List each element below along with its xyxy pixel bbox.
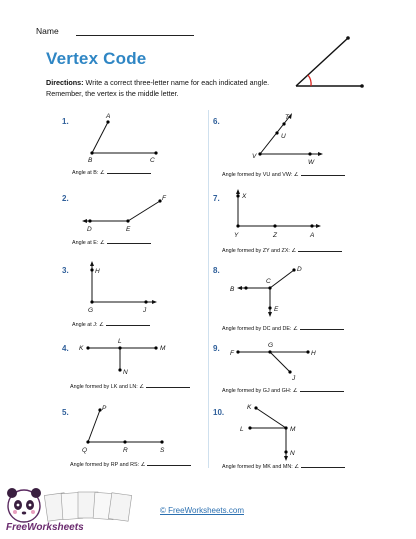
example-angle-figure bbox=[290, 30, 370, 100]
problem-5-caption bbox=[70, 462, 191, 468]
problem-6-caption bbox=[222, 172, 345, 178]
caption-text: Angle at B: ∠ bbox=[72, 170, 105, 176]
caption-text: Angle formed by RP and RS: ∠ bbox=[70, 462, 146, 468]
problem-4-number: 4. bbox=[62, 344, 69, 353]
problem-5-figure bbox=[78, 400, 178, 458]
answer-line[interactable] bbox=[301, 467, 345, 468]
caption-text: Angle formed by VU and VW: ∠ bbox=[222, 172, 299, 178]
problem-2-number: 2. bbox=[62, 194, 69, 203]
panda-mascot-icon bbox=[7, 488, 41, 522]
point-label: M bbox=[290, 426, 296, 433]
point-label: L bbox=[118, 338, 122, 345]
answer-line[interactable] bbox=[146, 387, 190, 388]
point-label: C bbox=[150, 157, 155, 164]
problem-5-number: 5. bbox=[62, 408, 69, 417]
problem-7-figure bbox=[228, 186, 328, 242]
point-label: E bbox=[126, 226, 131, 233]
problem-10-figure bbox=[234, 400, 314, 462]
point-label: X bbox=[242, 193, 247, 200]
problem-4-figure bbox=[78, 336, 170, 380]
answer-line[interactable] bbox=[298, 251, 342, 252]
problem-1-number: 1. bbox=[62, 117, 69, 126]
point-label: H bbox=[311, 350, 316, 357]
answer-line[interactable] bbox=[300, 329, 344, 330]
name-label: Name bbox=[36, 26, 59, 36]
problem-10-caption bbox=[222, 464, 345, 470]
point-label: S bbox=[160, 447, 165, 454]
problem-1-figure bbox=[80, 108, 170, 166]
point-label: A bbox=[310, 232, 315, 239]
point-label: M bbox=[160, 345, 166, 352]
answer-line[interactable] bbox=[147, 465, 191, 466]
problem-1-caption bbox=[72, 170, 151, 176]
point-label: P bbox=[102, 405, 107, 412]
problem-6-number: 6. bbox=[213, 117, 220, 126]
problem-7-caption bbox=[222, 248, 342, 254]
point-label: K bbox=[247, 404, 252, 411]
caption-text: Angle formed by ZY and ZX: ∠ bbox=[222, 248, 297, 254]
point-label: G bbox=[268, 342, 274, 349]
logo-wordmark: FreeWorksheets bbox=[6, 522, 84, 533]
point-label: K bbox=[79, 345, 84, 352]
point-label: C bbox=[266, 278, 271, 285]
problem-3-figure bbox=[80, 258, 165, 318]
point-label: G bbox=[88, 307, 94, 314]
point-label: Y bbox=[234, 232, 239, 239]
worksheet-stack-icon bbox=[44, 492, 131, 521]
caption-text: Angle formed by GJ and GH: ∠ bbox=[222, 388, 298, 394]
point-label: N bbox=[123, 369, 128, 376]
point-label: A bbox=[106, 113, 111, 120]
point-label: B bbox=[88, 157, 93, 164]
answer-line[interactable] bbox=[107, 173, 151, 174]
problem-7-number: 7. bbox=[213, 194, 220, 203]
problem-9-caption bbox=[222, 388, 344, 394]
point-label: J bbox=[143, 307, 147, 314]
problem-2-figure bbox=[80, 188, 175, 236]
answer-line[interactable] bbox=[301, 175, 345, 176]
name-field-line bbox=[76, 35, 194, 36]
problem-10-number: 10. bbox=[213, 408, 225, 417]
point-label: B bbox=[230, 286, 235, 293]
problem-9-number: 9. bbox=[213, 344, 220, 353]
caption-text: Angle at E: ∠ bbox=[72, 240, 105, 246]
point-label: J bbox=[292, 375, 296, 382]
point-label: F bbox=[162, 195, 166, 202]
column-divider bbox=[208, 110, 209, 468]
problem-8-figure bbox=[226, 260, 316, 322]
worksheet-title: Vertex Code bbox=[46, 49, 147, 68]
point-label: E bbox=[274, 306, 279, 313]
problem-4-caption bbox=[70, 384, 190, 390]
problem-3-number: 3. bbox=[62, 266, 69, 275]
point-label: W bbox=[308, 159, 315, 166]
point-label: Q bbox=[82, 447, 88, 454]
answer-line[interactable] bbox=[107, 243, 151, 244]
answer-line[interactable] bbox=[106, 325, 150, 326]
caption-text: Angle formed by LK and LN: ∠ bbox=[70, 384, 145, 390]
point-label: T bbox=[285, 114, 289, 121]
directions-text: Write a correct three-letter name for each indicated angle. Remember, the vertex is the middle letter. bbox=[46, 78, 270, 98]
angle-mark bbox=[308, 75, 311, 86]
point-label: D bbox=[297, 266, 302, 273]
copyright-link[interactable]: © FreeWorksheets.com bbox=[160, 506, 244, 515]
point-label: N bbox=[290, 450, 295, 457]
problem-3-caption bbox=[72, 322, 150, 328]
caption-text: Angle formed by MK and MN: ∠ bbox=[222, 464, 300, 470]
point-label: L bbox=[240, 426, 244, 433]
point-label: F bbox=[230, 350, 234, 357]
answer-line[interactable] bbox=[300, 391, 344, 392]
point-label: H bbox=[95, 268, 100, 275]
point-label: U bbox=[281, 133, 286, 140]
problem-8-number: 8. bbox=[213, 266, 220, 275]
problem-9-figure bbox=[228, 338, 320, 386]
problem-2-caption bbox=[72, 240, 151, 246]
problem-8-caption bbox=[222, 326, 344, 332]
point-label: Z bbox=[273, 232, 277, 239]
point-label: D bbox=[87, 226, 92, 233]
caption-text: Angle formed by DC and DE: ∠ bbox=[222, 326, 298, 332]
caption-text: Angle at J: ∠ bbox=[72, 322, 104, 328]
point-label: V bbox=[252, 153, 257, 160]
problem-6-figure bbox=[248, 108, 328, 168]
point-label: R bbox=[123, 447, 128, 454]
directions-label: Directions: bbox=[46, 78, 84, 87]
directions bbox=[46, 77, 308, 99]
